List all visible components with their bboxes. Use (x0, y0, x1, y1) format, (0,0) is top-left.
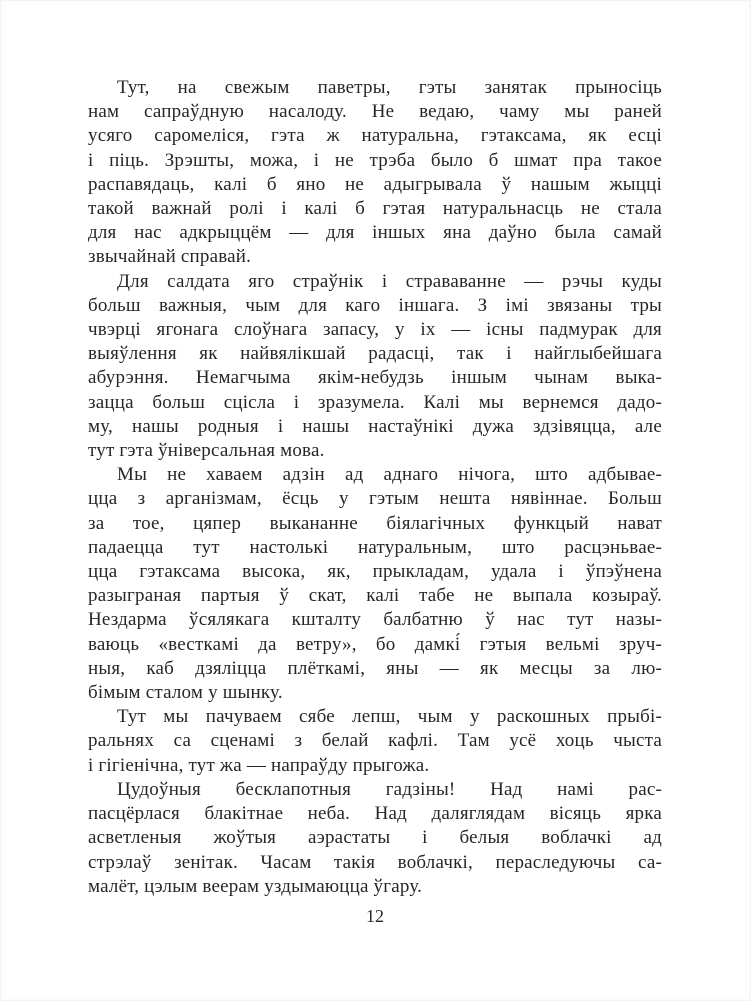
text-line: Тут, на свежым паветры, гэты занятак прыносіць (117, 77, 662, 98)
text-line: Цудоўныя бесклапотныя гадзіны! Над намі рас- (117, 778, 662, 800)
text-line: Нездарма ўсялякага кшталту балбатню ў нас тут назы- (88, 609, 662, 631)
text-line: асветленыя жоўтыя аэрастаты і белыя воблачкі ад (88, 827, 662, 849)
paragraph (88, 270, 662, 464)
text-line: распавядаць, калі б яно не адыгрывала ў нашым жыцці (88, 173, 662, 195)
paragraph (88, 463, 662, 705)
text-line: Тут мы пачуваем сябе лепш, чым у раскошных прыбі- (117, 706, 662, 728)
text-line: тут гэта ўніверсальная мова. (88, 440, 325, 462)
text-line: і піць. Зрэшты, можа, і не трэба было б шмат пра такое (88, 149, 662, 171)
text-block (88, 76, 662, 899)
text-line: і гігіенічна, тут жа — напраўду прыгожа. (88, 754, 430, 776)
text-line: цца з арганізмам, ёсць у гэтым нешта нявіннае. Больш (88, 488, 662, 510)
page-number: 12 (366, 906, 384, 926)
text-line: малёт, цэлым веерам уздымаюцца ўгару. (88, 875, 423, 897)
text-line: цца гэтаксама высока, як, прыкладам, удала і ўпэўнена (88, 561, 662, 583)
text-line: ральнях са сценамі з белай кафлі. Там усё хоць чыста (88, 730, 662, 752)
text-line: за тое, цяпер выкананне біялагічных функцый нават (88, 512, 662, 534)
text-line: му, нашы родныя і нашы настаўнікі дужа здзівяцца, але (88, 415, 662, 437)
text-line: стрэлаў зенітак. Часам такія воблачкі, пераследуючы са- (88, 851, 662, 873)
paragraph (88, 76, 662, 270)
text-line: больш важныя, чым для каго іншага. З імі звязаны тры (88, 294, 662, 316)
text-line: чвэрці ягонага слоўнага запасу, у іх — існы падмурак для (88, 319, 662, 341)
text-line: для нас адкрыццём — для іншых яна даўно была самай (88, 222, 662, 244)
text-line: звычайнай справай. (88, 246, 252, 268)
text-line: ныя, каб дзяліцца плёткамі, яны — як месцы за лю- (88, 657, 662, 679)
paragraph (88, 705, 662, 778)
text-line: зацца больш сцісла і зразумела. Калі мы вернемся дадо- (88, 391, 662, 413)
text-line: усяго саромеліся, гэта ж натуральна, гэтаксама, як есці (88, 125, 662, 147)
text-line: разыграная партыя ў скат, калі табе не выпала козыраў. (88, 585, 662, 607)
text-line: падаецца тут настолькі натуральным, што расцэньвае- (88, 536, 662, 558)
text-line: такой важнай ролі і калі б гэтая натуральнасць не стала (88, 198, 662, 220)
text-line: выяўлення як найвялікшай радасці, так і найглыбейшага (88, 343, 662, 365)
text-line: пасцёрлася блакітнае неба. Над даляглядам вісяць ярка (88, 803, 662, 825)
text-line: абурэння. Немагчыма якім-небудзь іншым чынам выка- (88, 367, 662, 389)
text-line: Для салдата яго страўнік і страваванне — рэчы куды (117, 270, 662, 292)
text-line: бімым сталом у шынку. (88, 682, 283, 704)
text-line: нам сапраўдную насалоду. Не ведаю, чаму мы раней (88, 101, 662, 123)
text-line: ваюць «весткамі да ветру», бо дамкі́ гэтыя вельмі зруч- (88, 633, 662, 655)
text-line: Мы не хаваем адзін ад аднаго нічога, што адбывае- (117, 464, 662, 486)
paragraph (88, 778, 662, 899)
